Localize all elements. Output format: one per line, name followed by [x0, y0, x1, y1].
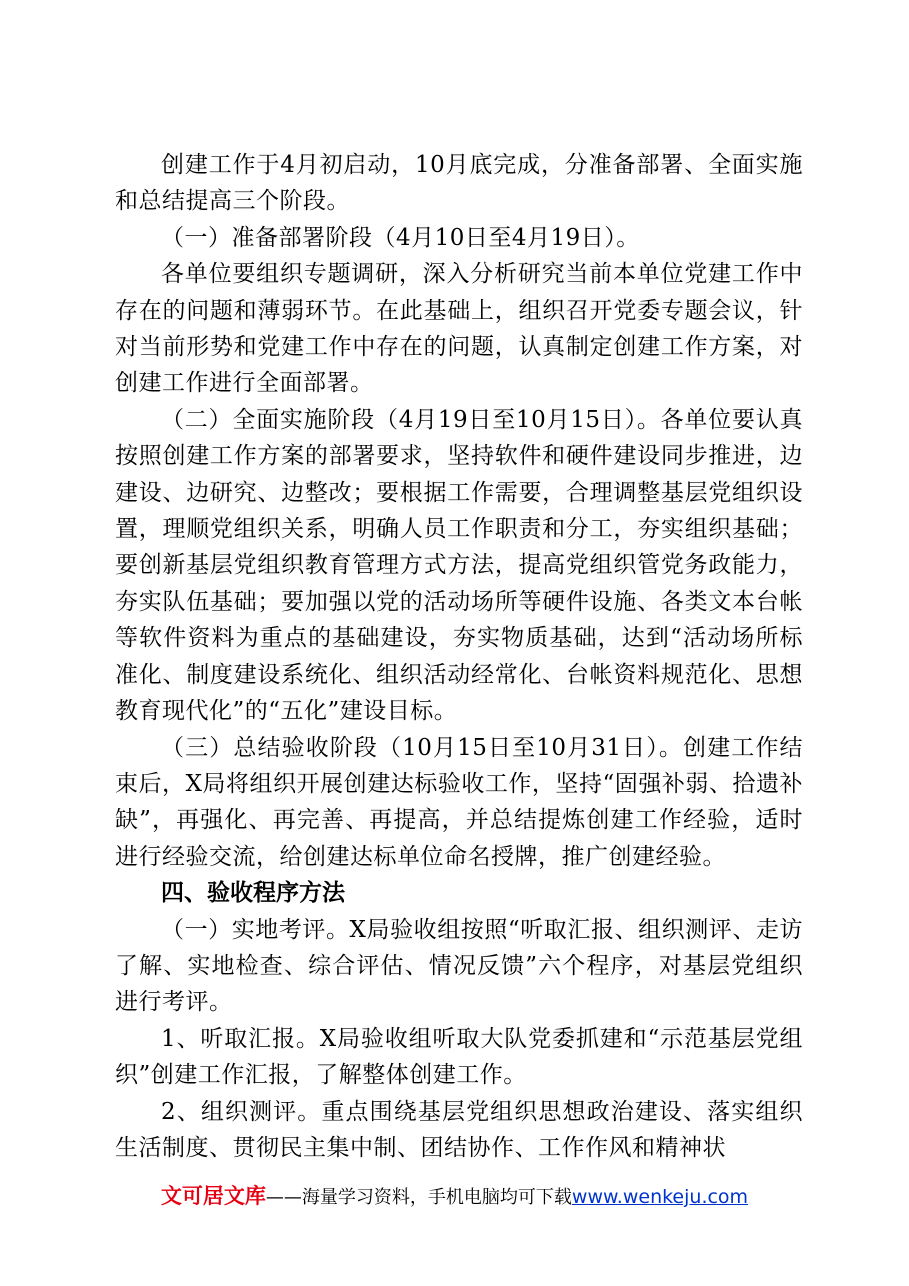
- section-heading-acceptance: 四、验收程序方法: [161, 880, 345, 907]
- footer-brand: 文可居文库: [160, 1184, 266, 1208]
- paragraph-field-evaluation: （一）实地考评。X局验收组按照“听取汇报、组织测评、走访了解、实地检查、综合评估、情况反馈”六个程序，对基层党组织进行考评。: [115, 916, 803, 1016]
- footer-slogan: ——海量学习资料，手机电脑均可下载: [265, 1187, 572, 1208]
- paragraph-org-evaluation: 2、组织测评。重点围绕基层党组织思想政治建设、落实组织生活制度、贯彻民主集中制、团结协作、工作作风和精神状: [115, 1098, 803, 1161]
- footer-banner: [0, 1176, 909, 1218]
- paragraph-stage-one-body: 各单位要组织专题调研，深入分析研究当前本单位党建工作中存在的问题和薄弱环节。在此基础上，组织召开党委专题会议，针对当前形势和党建工作中存在的问题，认真制定创建工作方案，对创建工作进行全面部署。: [115, 261, 803, 397]
- document-body: [115, 147, 803, 1166]
- paragraph-stage-two: （二）全面实施阶段（4月19日至10月15日）。各单位要认真按照创建工作方案的部署要求，坚持软件和硬件建设同步推进，边建设、边研究、边整改；要根据工作需要，合理调整基层党组织设置，理顺党组织关系，明确人员工作职责和分工，夯实组织基础；要创新基层党组织教育管理方式方法，提高党组织管党务政能力，夯实队伍基础；要加强以党的活动场所等硬件设施、各类文本台帐等软件资料为重点的基础建设，夯实物质基础，达到“活动场所标准化、制度建设系统化、组织活动经常化、台帐资料规范化、思想教育现代化”的“五化”建设目标。: [115, 406, 803, 725]
- paragraph-listen-report: 1、听取汇报。X局验收组听取大队党委抓建和“示范基层党组织”创建工作汇报，了解整体创建工作。: [115, 1025, 803, 1089]
- paragraph-stage-one-title: （一）准备部署阶段（4月10日至4月19日）。: [161, 224, 640, 251]
- paragraph-stage-three: （三）总结验收阶段（10月15日至10月31日）。创建工作结束后，X局将组织开展创建达标验收工作，坚持“固强补弱、拾遗补缺”，再强化、再完善、再提高，并总结提炼创建工作经验，适时进行经验交流，给创建达标单位命名授牌，推广创建经验。: [115, 734, 803, 870]
- footer-site-link[interactable]: www.wenkeju.com: [571, 1186, 749, 1208]
- paragraph-schedule-intro: 创建工作于4月初启动，10月底完成，分准备部署、全面实施和总结提高三个阶段。: [115, 152, 803, 215]
